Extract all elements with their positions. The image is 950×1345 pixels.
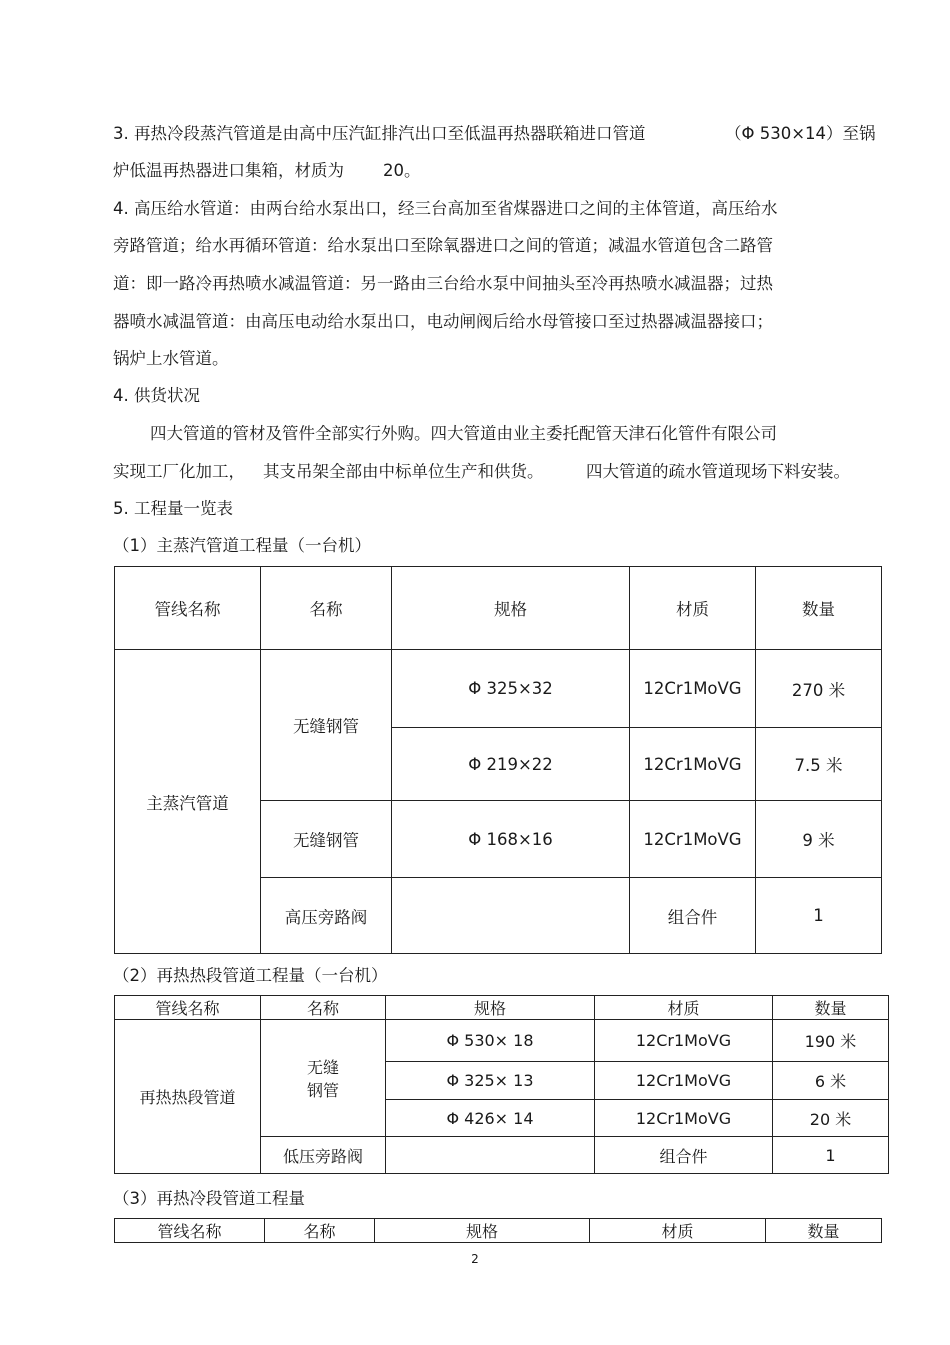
item-name-cell: 无缝钢管	[261, 650, 392, 801]
material-cell: 12Cr1MoVG	[595, 1062, 773, 1100]
para-3-line-2-end: 20。	[383, 161, 421, 180]
header-material: 材质	[630, 567, 756, 650]
para-4-line-2: 旁路管道；给水再循环管道：给水泵出口至除氧器进口之间的管道；减温水管道包含二路管	[113, 236, 773, 255]
section-heading-quantities: 5. 工程量一览表	[113, 499, 233, 518]
material-cell: 组合件	[630, 878, 756, 954]
para-4-line-4: 器喷水减温管道：由高压电动给水泵出口，电动闸阀后给水母管接口至过热器减温器接口；	[113, 312, 773, 331]
item-name-cell: 高压旁路阀	[261, 878, 392, 954]
spec-cell	[392, 878, 630, 954]
quantity-cell: 190 米	[773, 1020, 889, 1062]
header-spec: 规格	[386, 996, 595, 1020]
supply-line-2b: 其支吊架全部由中标单位生产和供货。	[263, 462, 544, 481]
cold-reheat-table	[114, 1218, 882, 1243]
main-steam-table	[114, 566, 882, 954]
item-name-cell	[261, 1020, 386, 1137]
spec-cell	[386, 1137, 595, 1174]
spec-cell: Φ 168×16	[392, 801, 630, 878]
material-cell: 12Cr1MoVG	[630, 650, 756, 728]
para-4-line-3: 道：即一路冷再热喷水减温管道：另一路由三台给水泵中间抽头至冷再热喷水减温器；过热	[113, 274, 773, 293]
hot-reheat-table	[114, 995, 889, 1174]
header-name: 名称	[261, 996, 386, 1020]
quantity-cell: 1	[773, 1137, 889, 1174]
spec-cell: Φ 325×32	[392, 650, 630, 728]
spec-cell: Φ 426× 14	[386, 1100, 595, 1137]
table-1-title: （1）主蒸汽管道工程量（一台机）	[113, 536, 371, 555]
spec-cell: Φ 325× 13	[386, 1062, 595, 1100]
quantity-cell: 270 米	[756, 650, 882, 728]
supply-line-2a: 实现工厂化加工，	[113, 462, 245, 481]
para-4-line-5: 锅炉上水管道。	[113, 349, 229, 368]
header-name: 名称	[261, 567, 392, 650]
material-cell: 12Cr1MoVG	[630, 728, 756, 801]
para-3-line-1: 3. 再热冷段蒸汽管道是由高中压汽缸排汽出口至低温再热器联箱进口管道	[113, 124, 646, 143]
header-quantity: 数量	[756, 567, 882, 650]
supply-line-1: 四大管道的管材及管件全部实行外购。四大管道由业主委托配管天津石化管件有限公司	[150, 424, 777, 443]
header-material: 材质	[595, 996, 773, 1020]
header-pipeline-name: 管线名称	[115, 567, 261, 650]
table-3-title: （3）再热冷段管道工程量	[113, 1189, 305, 1208]
header-name: 名称	[265, 1219, 375, 1243]
header-quantity: 数量	[766, 1219, 882, 1243]
para-3-line-1-end: （Φ 530×14）至锅	[725, 124, 876, 143]
header-material: 材质	[590, 1219, 766, 1243]
supply-line-2c: 四大管道的疏水管道现场下料安装。	[586, 462, 850, 481]
pipeline-group-cell: 主蒸汽管道	[115, 650, 261, 954]
item-name-line-2: 钢管	[306, 1081, 339, 1100]
quantity-cell: 6 米	[773, 1062, 889, 1100]
header-quantity: 数量	[773, 996, 889, 1020]
pipeline-group-cell: 再热热段管道	[115, 1020, 261, 1174]
quantity-cell: 7.5 米	[756, 728, 882, 801]
material-cell: 12Cr1MoVG	[595, 1100, 773, 1137]
quantity-cell: 20 米	[773, 1100, 889, 1137]
para-4-line-1: 4. 高压给水管道：由两台给水泵出口，经三台高加至省煤器进口之间的主体管道，高压给水	[113, 199, 778, 218]
table-header-row	[115, 1219, 882, 1243]
spec-cell: Φ 530× 18	[386, 1020, 595, 1062]
spec-cell: Φ 219×22	[392, 728, 630, 801]
header-spec: 规格	[375, 1219, 590, 1243]
item-name-cell: 无缝钢管	[261, 801, 392, 878]
table-header-row	[115, 567, 882, 650]
para-3-line-2: 炉低温再热器进口集箱，材质为	[113, 161, 344, 180]
table-row	[115, 650, 882, 728]
page-number: 2	[471, 1252, 479, 1266]
quantity-cell: 9 米	[756, 801, 882, 878]
quantity-cell: 1	[756, 878, 882, 954]
material-cell: 组合件	[595, 1137, 773, 1174]
table-row	[115, 1020, 889, 1062]
table-2-title: （2）再热热段管道工程量（一台机）	[113, 966, 388, 985]
table-header-row	[115, 996, 889, 1020]
material-cell: 12Cr1MoVG	[595, 1020, 773, 1062]
material-cell: 12Cr1MoVG	[630, 801, 756, 878]
header-pipeline-name: 管线名称	[115, 1219, 265, 1243]
item-name-line-1: 无缝	[306, 1058, 339, 1077]
section-heading-supply: 4. 供货状况	[113, 386, 200, 405]
header-pipeline-name: 管线名称	[115, 996, 261, 1020]
item-name-cell: 低压旁路阀	[261, 1137, 386, 1174]
header-spec: 规格	[392, 567, 630, 650]
